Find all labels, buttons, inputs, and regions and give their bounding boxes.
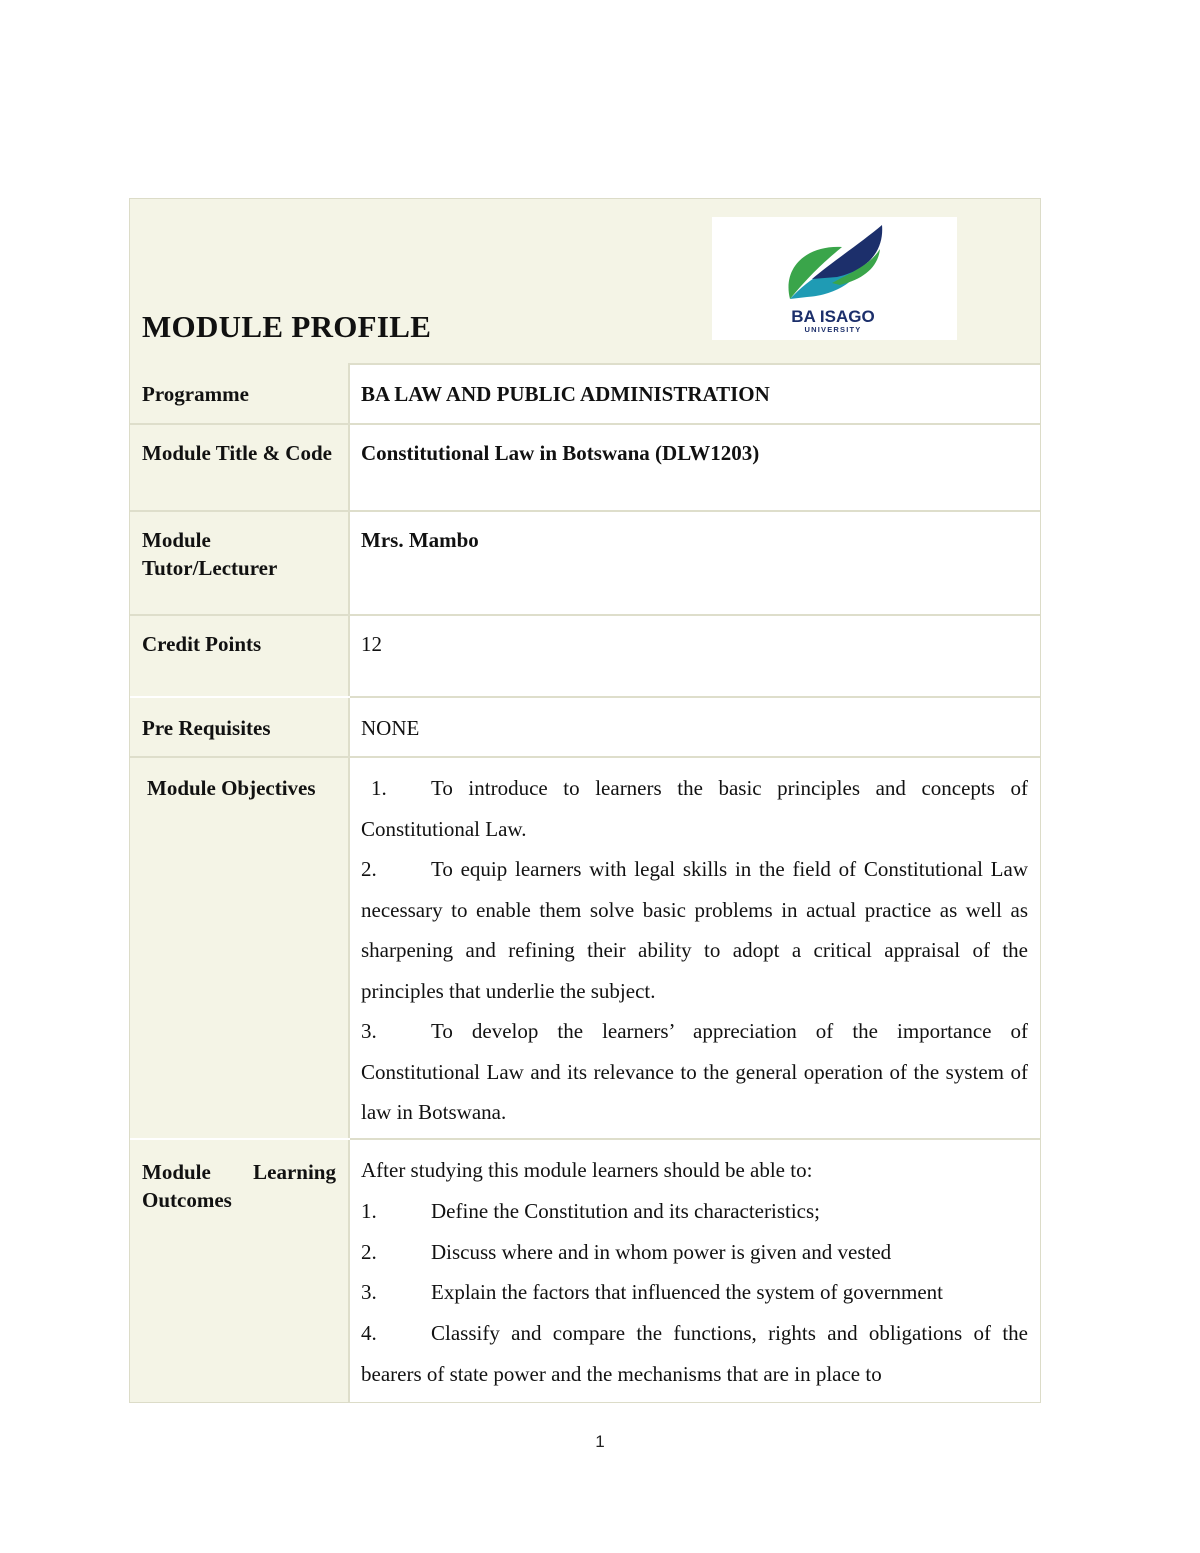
objective-item: 3. To develop the learners’ appreciation of the importance of Constitutional Law and its relevance to the general operation of the system of law in Botswana.	[361, 1019, 1028, 1124]
logo-name: BA ISAGO	[791, 307, 875, 326]
table-header	[130, 199, 1040, 365]
row-credit-points	[130, 616, 1040, 696]
prerequisites-label: Pre Requisites	[130, 698, 350, 756]
credit-points-label: Credit Points	[130, 616, 350, 696]
row-tutor	[130, 512, 1040, 614]
objectives-label: Module Objectives	[130, 758, 350, 1138]
outcome-item: 4. Classify and compare the functions, rights and obligations of the bearers of state power and the mechanisms that are in place to	[361, 1321, 1028, 1386]
row-prerequisites	[130, 698, 1040, 756]
outcomes-intro: After studying this module learners should be able to:	[361, 1158, 813, 1182]
learning-outcomes-list	[350, 1140, 1040, 1402]
objectives-list	[350, 758, 1040, 1138]
row-objectives	[130, 758, 1040, 1138]
title-code-value: Constitutional Law in Botswana (DLW1203)	[361, 441, 760, 465]
page-title: MODULE PROFILE	[142, 309, 432, 344]
programme-label: Programme	[130, 363, 350, 423]
outcome-item: 2. Discuss where and in whom power is given and vested	[361, 1239, 892, 1264]
outcome-item: 1. Define the Constitution and its characteristics;	[361, 1198, 820, 1223]
row-learning-outcomes	[130, 1140, 1040, 1402]
tutor-label: Module Tutor/Lecturer	[130, 512, 350, 614]
title-code-label: Module Title & Code	[130, 425, 350, 510]
objective-item: 2. To equip learners with legal skills in the field of Constitutional Law necessary to enable them solve basic problems in actual practice as well as sharpening and refining their ability to adopt a critical appraisal of the principles that underlie the subject.	[361, 857, 1028, 1003]
row-title-code	[130, 425, 1040, 510]
page-number: 1	[595, 1432, 605, 1451]
logo-sub: UNIVERSITY	[804, 325, 862, 334]
university-logo	[712, 217, 957, 340]
credit-points-value: 12	[361, 632, 382, 656]
outcome-item: 3. Explain the factors that influenced the system of government	[361, 1280, 944, 1305]
prerequisites-value: NONE	[361, 716, 420, 740]
objective-item: 1. To introduce to learners the basic principles and concepts of Constitutional Law.	[361, 776, 1028, 841]
programme-value: BA LAW AND PUBLIC ADMINISTRATION	[361, 382, 770, 406]
row-programme	[130, 363, 1040, 423]
module-profile-table	[129, 198, 1041, 1403]
tutor-value: Mrs. Mambo	[361, 528, 479, 552]
learning-outcomes-label: Module Learning Outcomes	[130, 1140, 350, 1402]
